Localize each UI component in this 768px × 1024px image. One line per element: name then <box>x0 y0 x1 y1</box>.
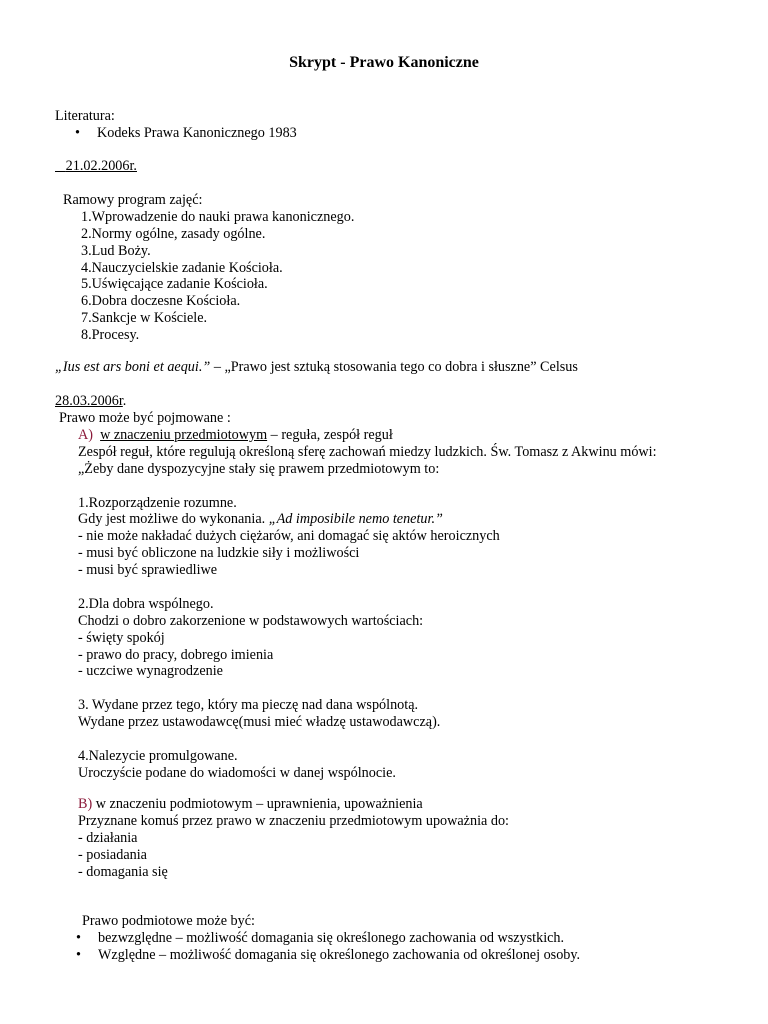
document-title: Skrypt - Prawo Kanoniczne <box>289 54 479 71</box>
quote-translation: – „Prawo jest sztuką stosowania tego co dobra i słuszne” Celsus <box>210 359 578 375</box>
literature-label: Literatura: <box>55 108 115 124</box>
date-heading-2: 28.03.2006r. Prawo może być pojmowane : <box>55 393 755 427</box>
point-3-title: 3. Wydane przez tego, który ma pieczę nad dana wspólnotą. <box>78 697 419 714</box>
point-2-title: 2.Dla dobra wspólnego. <box>78 595 214 612</box>
celsus-quote <box>55 359 755 376</box>
list-item: 4.Nauczycielskie zadanie Kościoła. <box>81 259 283 276</box>
section-b-heading: B) w znaczeniu podmiotowym – uprawnienia, upoważnienia <box>78 796 423 812</box>
list-item: • bezwzględne – możliwość domagania się określonego zachowania od wszystkich. <box>76 930 565 946</box>
bullet-icon: • <box>76 946 81 963</box>
list-item: 5.Uświęcające zadanie Kościoła. <box>81 276 268 293</box>
list-item: • Względne – możliwość domagania się określonego zachowania od określonej osoby. <box>76 946 581 963</box>
list-item: 3.Lud Boży. <box>81 242 151 259</box>
list-item: - domagania się <box>78 863 168 880</box>
list-item: 8.Procesy. <box>81 327 140 344</box>
literature-item: • Kodeks Prawa Kanonicznego 1983 <box>75 124 297 141</box>
list-item: 7.Sankcje w Kościele. <box>81 310 208 327</box>
bullet-icon: • <box>75 124 80 141</box>
program-label: Ramowy program zajęć: <box>63 192 203 208</box>
list-item: - uczciwe wynagrodzenie <box>78 663 223 680</box>
literature-section <box>55 108 755 142</box>
section-b: B) w znaczeniu podmiotowym – uprawnienia, upoważnienia Przyznane komuś przez prawo w znaczeniu przedmiotowym upoważnia do: - działania - posiadania - domagania się <box>78 796 768 880</box>
intro-text: Prawo może być pojmowane : <box>59 409 231 426</box>
list-item: 2.Normy ogólne, zasady ogólne. <box>81 225 266 242</box>
list-item: - musi być sprawiedliwe <box>78 562 218 579</box>
list-item: - prawo do pracy, dobrego imienia <box>78 646 274 663</box>
program-section <box>55 192 755 344</box>
list-item: - święty spokój <box>78 629 165 646</box>
subjective-law-label: Prawo podmiotowe może być: <box>82 913 255 929</box>
section-a: A) w znaczeniu przedmiotowym – reguła, zespół reguł Zespół reguł, które regulują określoną sferę zachowań miedzy ludzkich. Św. Tomasz z Akwinu mówi: „Żeby dane dyspozycyjne stały się prawem przedmiotowym to: 1.Rozporządzenie rozumne. Gdy jest możliwe do wykonania. „Ad imposibile nemo tenetur.” - nie może nakładać dużych ciężarów, ani domagać się aktów heroicznych - musi być obliczone na ludzkie siły i możliwości - musi być sprawiedliwe 2.Dla dobra wspólnego. Chodzi o dobro zakorzenione w podstawowych wartościach: - święty spokój - prawo do pracy, dobrego imienia - uczciwe wynagrodzenie 3. Wydane przez tego, który ma pieczę nad dana wspólnotą. Wydane przez ustawodawcę(musi mieć władzę ustawodawczą). 4.Nalezycie promulgowane. Uroczyście podane do wiadomości w danej wspólnocie. <box>78 427 768 782</box>
list-item: - działania <box>78 829 138 846</box>
list-item: - nie może nakładać dużych ciężarów, ani domagać się aktów heroicznych <box>78 528 500 545</box>
quote-latin: „Ius est ars boni et aequi.” <box>55 359 211 375</box>
bullet-icon: • <box>76 930 81 946</box>
subjective-law-list <box>76 930 768 964</box>
point-4-title: 4.Nalezycie promulgowane. <box>78 747 238 764</box>
section-a-heading: A) w znaczeniu przedmiotowym – reguła, zespół reguł <box>78 427 393 443</box>
program-list <box>55 209 755 344</box>
list-item: 6.Dobra doczesne Kościoła. <box>81 293 241 310</box>
date-heading-1: 21.02.2006r. <box>65 158 137 174</box>
point-1-title: 1.Rozporządzenie rozumne. <box>78 494 237 511</box>
list-item: 1.Wprowadzenie do nauki prawa kanonicznego. <box>81 208 355 225</box>
list-item: - posiadania <box>78 846 147 863</box>
list-item: - musi być obliczone na ludzkie siły i możliwości <box>78 545 360 562</box>
